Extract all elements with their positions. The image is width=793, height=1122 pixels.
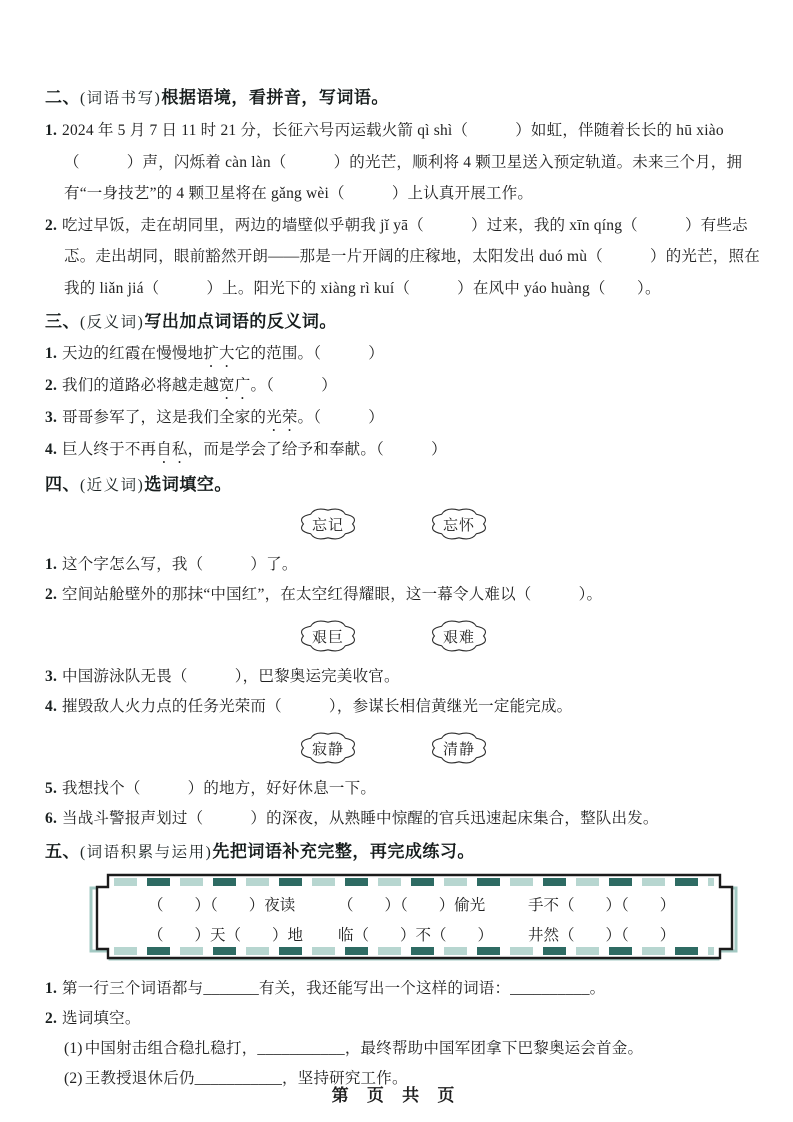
- idiom-completion-box: [88, 871, 740, 962]
- word-cloud: [295, 502, 361, 546]
- section-synonyms: [45, 473, 761, 834]
- section-title: 先把词语补充完整，再完成练习。: [212, 842, 475, 861]
- question-item: [45, 210, 761, 305]
- word-cloud: [426, 614, 492, 658]
- word-option: 艰难: [442, 630, 475, 646]
- word-choice-clouds: [295, 614, 761, 660]
- sub-question-number: (1): [64, 1040, 83, 1057]
- page-footer: 第 页 共 页: [331, 1086, 462, 1105]
- section-word-writing: [45, 86, 761, 304]
- section-heading: [45, 473, 761, 497]
- idiom-blank: （ ）天（ ）地: [148, 927, 304, 944]
- idiom-blank: 井然（ ）（ ）: [528, 927, 676, 944]
- word-option: 寂静: [311, 742, 344, 758]
- question-text: 哥哥参军了，这是我们全家的: [62, 409, 267, 426]
- section-antonyms: [45, 310, 761, 467]
- question-text: 我想找个（ ）的地方，好好休息一下。: [62, 780, 377, 797]
- question-number: 4.: [45, 441, 58, 458]
- question-text: ，而是学会了给予和奉献。（ ）: [187, 441, 447, 458]
- question-number: 2.: [45, 586, 58, 603]
- question-item: [45, 662, 761, 692]
- word-cloud: [426, 726, 492, 770]
- idiom-row: [148, 893, 720, 915]
- section-type-label: (词语积累与运用): [80, 844, 213, 861]
- sub-question-item: [45, 1034, 761, 1064]
- question-number: 1.: [45, 980, 58, 997]
- question-text: 。（ ）: [297, 409, 384, 426]
- question-item: [45, 804, 761, 834]
- question-item: [45, 774, 761, 804]
- word-option: 忘记: [311, 518, 344, 534]
- question-item: [45, 974, 761, 1004]
- question-text: 当战斗警报声划过（ ）的深夜，从熟睡中惊醒的官兵迅速起床集合，整队出发。: [62, 810, 659, 827]
- question-text: 它的范围。（ ）: [234, 345, 385, 362]
- question-item: [45, 339, 761, 371]
- section-number: 四、: [45, 475, 80, 494]
- section-type-label: (反义词): [80, 314, 145, 331]
- section-title: 选词填空。: [144, 475, 232, 494]
- question-text: 巨人终于不再: [62, 441, 157, 458]
- section-number: 五、: [45, 842, 80, 861]
- word-cloud: [426, 502, 492, 546]
- word-option: 艰巨: [311, 630, 344, 646]
- word-cloud: [295, 726, 361, 770]
- section-word-accumulation: [45, 840, 761, 1094]
- question-item: [45, 371, 761, 403]
- question-text: 第一行三个词语都与_______有关，我还能写出一个这样的词语：__________。: [62, 980, 606, 997]
- question-text: 这个字怎么写，我（ ）了。: [62, 556, 298, 573]
- question-number: 1.: [45, 556, 58, 573]
- section-type-label: (近义词): [80, 477, 145, 494]
- question-number: 2.: [45, 377, 58, 394]
- section-type-label: (词语书写): [80, 90, 162, 107]
- word-choice-clouds: [295, 726, 761, 772]
- section-number: 三、: [45, 312, 80, 331]
- word-option: 忘怀: [442, 518, 475, 534]
- question-number: 3.: [45, 668, 58, 685]
- question-text: 2024 年 5 月 7 日 11 时 21 分，长征六号丙运载火箭 qì shì（ ）如虹，伴随着长长的 hū xiào（ ）声，闪烁着 càn làn（ ）的光芒，顺利将 4 颗卫星送入预定轨道。未来三个月，拥有“一身技艺”的 4 颗卫星将在 gǎng wèi（ ）上认真开展工作。: [62, 122, 743, 202]
- section-heading: [45, 840, 761, 864]
- emphasized-word: 宽广: [219, 377, 251, 394]
- question-item: [45, 692, 761, 722]
- question-item: [45, 435, 761, 467]
- idiom-blank: （ ）（ ）夜读: [148, 897, 296, 914]
- question-text: 王教授退休后仍___________，坚持研究工作。: [84, 1070, 408, 1087]
- question-item: [45, 1004, 761, 1034]
- question-text: 。（ ）: [250, 377, 337, 394]
- section-title: 写出加点词语的反义词。: [144, 312, 337, 331]
- question-text: 天边的红霞在慢慢地: [62, 345, 204, 362]
- question-number: 2.: [45, 1010, 58, 1027]
- section-heading: [45, 310, 761, 334]
- emphasized-word: 自私: [156, 441, 188, 458]
- question-number: 1.: [45, 122, 58, 139]
- question-text: 中国射击组合稳扎稳打，___________，最终帮助中国军团拿下巴黎奥运会首金。: [84, 1040, 644, 1057]
- question-number: 6.: [45, 810, 58, 827]
- idiom-blank: 临（ ）不（ ）: [338, 927, 494, 944]
- idiom-row: [148, 923, 720, 945]
- question-item: [45, 550, 761, 580]
- decorative-dashes: [114, 878, 714, 886]
- question-number: 1.: [45, 345, 58, 362]
- question-text: 空间站舱壁外的那抹“中国红”，在太空红得耀眼，这一幕令人难以（ ）。: [62, 586, 603, 603]
- word-choice-clouds: [295, 502, 761, 548]
- section-number: 二、: [45, 88, 80, 107]
- question-number: 5.: [45, 780, 58, 797]
- emphasized-word: 光荣: [266, 409, 298, 426]
- question-item: [45, 403, 761, 435]
- worksheet-content: [45, 86, 761, 1094]
- idiom-blank: 手不（ ）（ ）: [528, 897, 676, 914]
- question-text: 我们的道路必将越走越: [62, 377, 220, 394]
- word-option: 清静: [442, 742, 475, 758]
- question-text: 吃过早饭，走在胡同里，两边的墙壁似乎朝我 jǐ yā（ ）过来，我的 xīn qíng（ ）有些忐忑。走出胡同，眼前豁然开朗——那是一片开阔的庄稼地，太阳发出 duó mù（ ）的光芒，照在我的 liǎn jiá（ ）上。阳光下的 xiàng rì kuí（ ）在风中 yáo huàng（ ）。: [62, 216, 760, 297]
- emphasized-word: 扩大: [203, 345, 235, 362]
- question-item: [45, 580, 761, 610]
- sub-question-number: (2): [64, 1070, 83, 1087]
- idiom-blank: （ ）（ ）偷光: [338, 897, 486, 914]
- question-number: 2.: [45, 216, 58, 234]
- question-text: 中国游泳队无畏（ ），巴黎奥运完美收官。: [62, 668, 400, 685]
- decorative-dashes: [114, 947, 714, 955]
- question-text: 摧毁敌人火力点的任务光荣而（ ），参谋长相信黄继光一定能完成。: [62, 698, 573, 715]
- word-cloud: [295, 614, 361, 658]
- question-item: [45, 115, 761, 210]
- question-number: 4.: [45, 698, 58, 715]
- question-number: 3.: [45, 409, 58, 426]
- section-title: 根据语境，看拼音，写词语。: [161, 88, 389, 107]
- section-heading: [45, 86, 761, 110]
- question-text: 选词填空。: [62, 1010, 141, 1027]
